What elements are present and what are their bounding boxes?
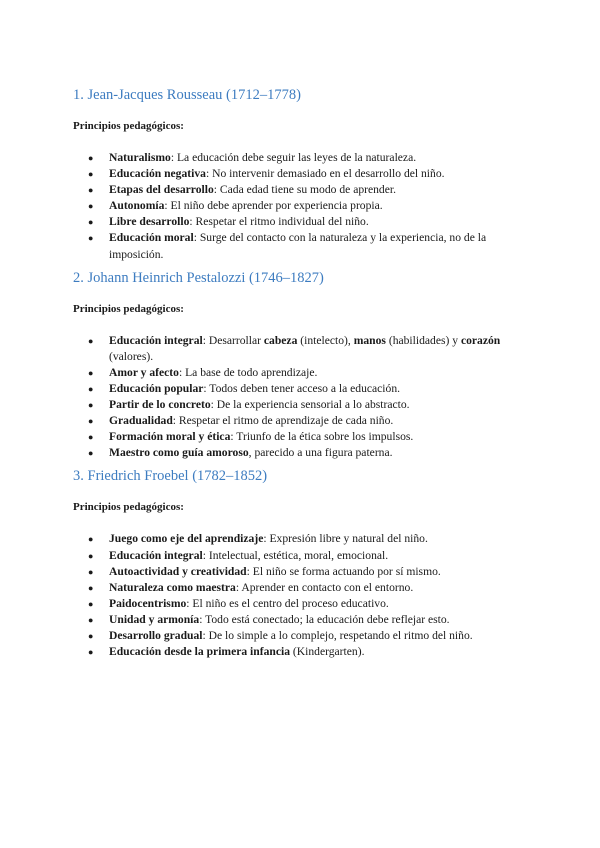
list-item: ● Autonomía: El niño debe aprender por experiencia propia. (88, 199, 383, 213)
list-item: ● Partir de lo concreto: De la experiencia sensorial a lo abstracto. (88, 398, 410, 412)
bullet-icon: ● (88, 383, 94, 394)
list-item: ● Educación integral: Intelectual, estética, moral, emocional. (88, 548, 389, 562)
principles-list (73, 333, 504, 462)
bullet-icon: ● (88, 416, 94, 427)
bullet-icon: ● (88, 217, 94, 228)
list-item: ● Educación negativa: No intervenir demasiado en el desarrollo del niño. (88, 167, 445, 181)
bullet-icon: ● (88, 233, 94, 244)
bullet-icon: ● (88, 614, 94, 625)
section-title: 2. Johann Heinrich Pestalozzi (1746–1827) (73, 269, 324, 286)
section-rousseau (73, 86, 504, 263)
section-pestalozzi (73, 269, 504, 462)
list-item: ● Desarrollo gradual: De lo simple a lo complejo, respetando el ritmo del niño. (88, 628, 473, 642)
list-item: ● Formación moral y ética: Triunfo de la ética sobre los impulsos. (88, 430, 414, 444)
principles-list (73, 531, 504, 660)
bullet-icon: ● (88, 582, 94, 593)
list-item: ● Unidad y armonía: Todo está conectado; la educación debe reflejar esto. (88, 612, 450, 626)
bullet-icon: ● (88, 153, 94, 163)
bullet-icon: ● (88, 630, 94, 641)
list-item: ● Gradualidad: Respetar el ritmo de aprendizaje de cada niño. (88, 414, 394, 428)
list-item: ● Educación moral: Surge del contacto con la naturaleza y la experiencia, no de la imposición. (88, 231, 487, 261)
bullet-icon: ● (88, 598, 94, 609)
bullet-icon: ● (88, 201, 94, 212)
bullet-icon: ● (88, 550, 94, 561)
section-subtitle: Principios pedagógicos: (73, 501, 184, 514)
list-item: ● Libre desarrollo: Respetar el ritmo individual del niño. (88, 215, 369, 229)
bullet-icon: ● (88, 185, 94, 196)
list-item: ● Naturaleza como maestra: Aprender en contacto con el entorno. (88, 580, 414, 594)
list-item: ● Educación desde la primera infancia (Kindergarten). (88, 645, 365, 659)
list-item: ● Autoactividad y creatividad: El niño se forma actuando por sí mismo. (88, 564, 441, 578)
section-froebel (73, 467, 504, 660)
section-subtitle: Principios pedagógicos: (73, 302, 184, 315)
bullet-icon: ● (88, 448, 94, 459)
principles-list (73, 150, 504, 263)
bullet-icon: ● (88, 335, 94, 346)
bullet-icon: ● (88, 432, 94, 443)
list-item: ● Etapas del desarrollo: Cada edad tiene su modo de aprender. (88, 183, 396, 197)
list-item: ● Maestro como guía amoroso, parecido a una figura paterna. (88, 446, 393, 460)
bullet-icon: ● (88, 566, 94, 577)
bullet-icon: ● (88, 647, 94, 658)
list-item: ● Educación integral: Desarrollar cabeza (intelecto), manos (habilidades) y corazón (valores). (88, 333, 501, 363)
list-item: ● Amor y afecto: La base de todo aprendizaje. (88, 365, 318, 379)
bullet-icon: ● (88, 367, 94, 378)
list-item: ● Naturalismo: La educación debe seguir las leyes de la naturaleza. (88, 151, 417, 164)
section-subtitle: Principios pedagógicos: (73, 120, 184, 132)
bullet-icon: ● (88, 169, 94, 180)
list-item: ● Educación popular: Todos deben tener acceso a la educación. (88, 381, 401, 395)
section-title: 3. Friedrich Froebel (1782–1852) (73, 468, 268, 485)
bullet-icon: ● (88, 400, 94, 411)
bullet-icon: ● (88, 534, 94, 545)
section-title: 1. Jean-Jacques Rousseau (1712–1778) (73, 87, 301, 103)
list-item: ● Paidocentrismo: El niño es el centro del proceso educativo. (88, 596, 389, 610)
list-item: ● Juego como eje del aprendizaje: Expresión libre y natural del niño. (88, 532, 428, 546)
